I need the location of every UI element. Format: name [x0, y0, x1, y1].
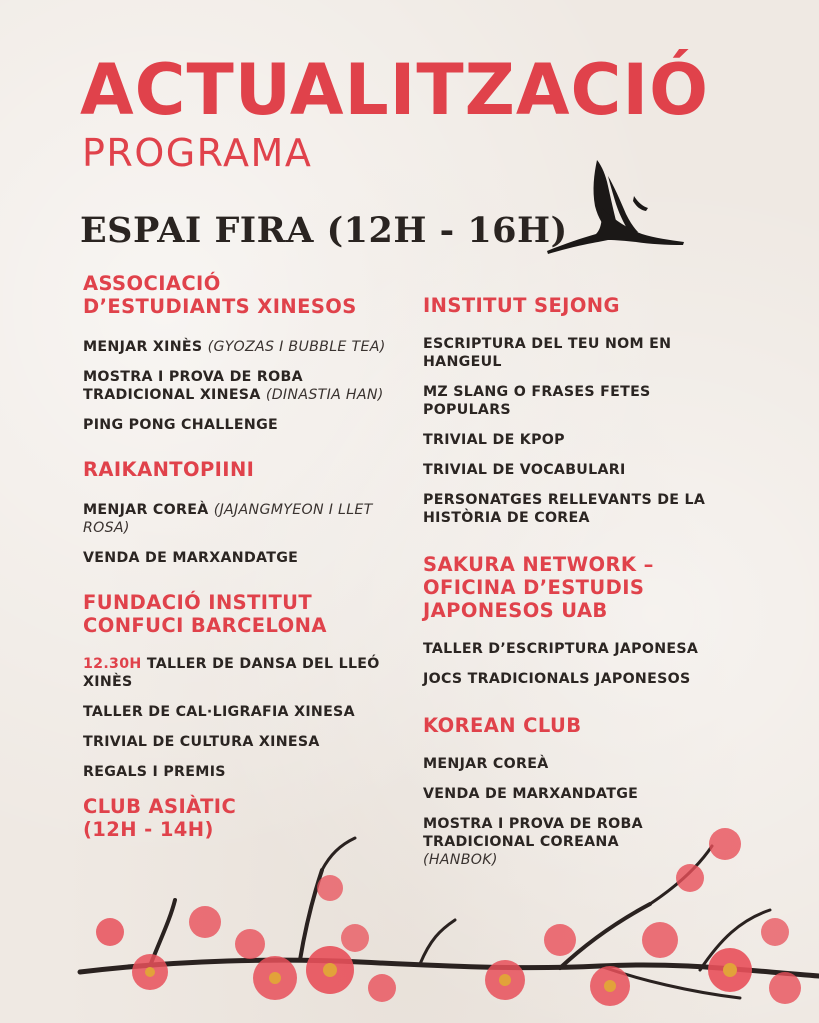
- item-text: MENJAR COREÀ: [83, 502, 209, 518]
- crane-icon: [542, 156, 690, 260]
- item-text: MOSTRA I PROVA DE ROBA TRADICIONAL COREANA: [423, 816, 643, 850]
- section-title: [83, 591, 413, 637]
- cherry-blossom-branch: [0, 820, 819, 1023]
- section-confuci: [83, 591, 413, 781]
- item-text: MENJAR XINÈS: [83, 339, 203, 355]
- section-title: KOREAN CLUB: [423, 714, 582, 737]
- list-item: MZ SLANG O FRASES FETES POPULARS: [423, 384, 651, 418]
- section-title: [83, 272, 413, 318]
- left-column: [83, 272, 413, 841]
- section-title-line: ASSOCIACIÓ: [83, 272, 221, 295]
- list-item: [83, 368, 413, 404]
- list-item: TRIVIAL DE KPOP: [423, 432, 565, 448]
- item-note: (DINASTIA HAN): [265, 387, 384, 403]
- section-title-line: SAKURA NETWORK –: [423, 553, 654, 576]
- list-item: [83, 501, 413, 537]
- section-raikantopiini: [83, 458, 413, 567]
- section-title: RAIKANTOPIINI: [83, 458, 255, 481]
- section-associacio: [83, 272, 413, 434]
- page-title: ACTUALITZACIÓ: [80, 49, 710, 131]
- list-item: [83, 655, 413, 691]
- list-item: VENDA DE MARXANDATGE: [423, 786, 639, 802]
- list-item: TALLER D’ESCRIPTURA JAPONESA: [423, 641, 699, 657]
- item-text: MOSTRA I PROVA DE ROBA TRADICIONAL XINESA: [83, 369, 303, 403]
- list-item: VENDA DE MARXANDATGE: [83, 550, 299, 566]
- section-title-line: JAPONESOS UAB: [423, 599, 608, 622]
- venue-heading: ESPAI FIRA (12H - 16H): [80, 210, 568, 251]
- list-item: PING PONG CHALLENGE: [83, 417, 279, 433]
- list-item: [83, 338, 413, 356]
- section-sejong: [423, 294, 743, 527]
- list-item: TRIVIAL DE CULTURA XINESA: [83, 734, 320, 750]
- section-title: INSTITUT SEJONG: [423, 294, 620, 317]
- list-item: JOCS TRADICIONALS JAPONESOS: [423, 671, 691, 687]
- item-text: TALLER DE DANSA DEL LLEÓ XINÈS: [83, 656, 380, 690]
- list-item: PERSONATGES RELLEVANTS DE LA HISTÒRIA DE COREA: [423, 492, 706, 526]
- page-subtitle: PROGRAMA: [82, 131, 313, 175]
- list-item: TRIVIAL DE VOCABULARI: [423, 462, 626, 478]
- list-item: TALLER DE CAL·LIGRAFIA XINESA: [83, 704, 355, 720]
- list-item: MENJAR COREÀ: [423, 756, 549, 772]
- section-title: [423, 553, 743, 622]
- item-note: (JAJANGMYEON I LLET ROSA): [83, 502, 373, 536]
- section-title-line: CLUB ASIÀTIC: [83, 795, 237, 818]
- section-title-line: (12H - 14H): [83, 818, 214, 841]
- section-title-line: CONFUCI BARCELONA: [83, 614, 327, 637]
- list-item: ESCRIPTURA DEL TEU NOM EN HANGEUL: [423, 336, 672, 370]
- section-sakura: [423, 553, 743, 688]
- section-title-line: D’ESTUDIANTS XINESOS: [83, 295, 357, 318]
- right-column: [423, 294, 743, 869]
- time-label: 12.30H: [83, 656, 142, 672]
- section-title-line: FUNDACIÓ INSTITUT: [83, 591, 313, 614]
- list-item: REGALS I PREMIS: [83, 764, 226, 780]
- item-note: (GYOZAS I BUBBLE TEA): [207, 339, 386, 355]
- section-title-line: OFICINA D’ESTUDIS: [423, 576, 645, 599]
- item-note: (HANBOK): [423, 852, 498, 868]
